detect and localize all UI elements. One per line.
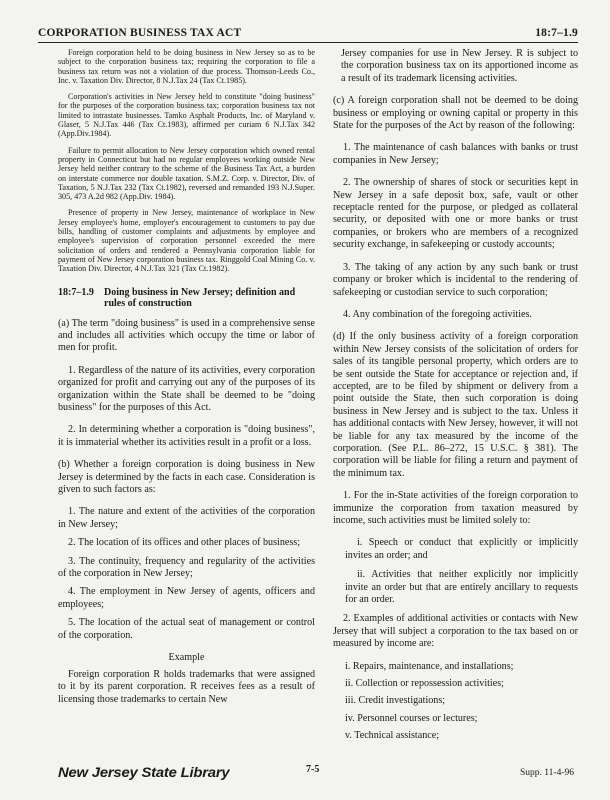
paragraph-b-item: 3. The continuity, frequency and regularity of the activities of the corporation in New Jersey; (58, 555, 315, 580)
paragraph-d2: 2. Examples of additional activities or contacts with New Jersey that will subject a corporation to the tax based on or measured by income are: (333, 613, 578, 650)
paragraph-c-item: 1. The maintenance of cash balances with banks or trust companies in New Jersey; (333, 142, 578, 166)
section-heading (58, 287, 315, 309)
paragraph-b-item: 4. The employment in New Jersey of agents, officers and employees; (58, 586, 315, 610)
supplement-date: Supp. 11-4-96 (519, 768, 574, 778)
paragraph-d1-item: ii. Activities that neither explicitly nor implicitly invite an order but that are entirely ancillary to requests for an order. (345, 569, 578, 606)
paragraph-d2-item: iii. Credit investigations; (345, 695, 446, 707)
right-column (333, 48, 578, 748)
paragraph-d1: 1. For the in-State activities of the foreign corporation to immunize the corporation from taxation measured by income, such activities must be limited solely to: (333, 490, 578, 526)
paragraph-b-item: 5. The location of the actual seat of management or control of the corporation. (58, 617, 315, 641)
left-column (58, 48, 315, 716)
paragraph-a-item: 2. In determining whether a corporation is "doing business", it is immaterial whether its activities result in a profit or a loss. (58, 424, 315, 448)
paragraph-c-item: 3. The taking of any action by any such bank or trust company or broker which is incidental to the rendering of safekeeping or custodian service to such corporation; (333, 261, 578, 298)
case-annotation: Foreign corporation held to be doing business in New Jersey so as to be subject to the corporation business tax; requiring the corporation to file a business tax return was not a violation of due process. Thomson-Leeds Co., Inc. v. Taxation Div. Director, 8 N.J.Tax 24 (Tax Ct.1985). (58, 48, 315, 85)
library-stamp: New Jersey State Library (58, 764, 230, 780)
header-title: CORPORATION BUSINESS TAX ACT (38, 27, 242, 39)
case-annotation: Presence of property in New Jersey, maintenance of workplace in New Jersey employee's home, employer's encouragement to customers to pay due bills, handling of customer complaints and adjustments by employee and employee's supervision of corporation personnel exceeded the mere solicitation of orders and rendered a Pennsylvania corporation liable for payment of New Jersey corporation business tax. Ringgold Coal Mining Co. v. Taxation Div. Director, 4 N.J.Tax 321 (Tax Ct.1982). (58, 208, 315, 274)
case-annotation: Failure to permit allocation to New Jersey corporation which owned rental property in Connecticut but had no regular employees working outside New Jersey held neither contrary to the scheme of the Business Tax Act, a burden on interstate commerce nor double taxation. S.M.Z. Corp. v. Director, Div. of Taxation, 5 N.J.Tax 232 (Tax Ct.1982), reversed and remanded 193 N.J.Super. 305, 473 A.2d 982 (App.Div. 1984). (58, 145, 315, 202)
paragraph-b: (b) Whether a foreign corporation is doing business in New Jersey is determined by the facts in each case. Consideration is given to such factors as: (58, 459, 315, 495)
paragraph-a-item: 1. Regardless of the nature of its activities, every corporation organized for profit and carrying out any of the purposes of its organization within the State shall be deemed to be "doing business" for the purposes of this Act. (58, 364, 315, 413)
example-continued-block (341, 48, 578, 85)
example-continued: Jersey companies for use in New Jersey. R is subject to the corporation business tax on its apportioned income as a result of its trademark licensing activities. (341, 48, 578, 84)
paragraph-d2-item: iv. Personnel courses or lectures; (345, 712, 478, 724)
paragraph-b-item: 1. The nature and extent of the activities of the corporation in New Jersey; (58, 506, 315, 530)
paragraph-d2-item: v. Technical assistance; (345, 730, 440, 742)
paragraph-d1-item: i. Speech or conduct that explicitly or implicitly invites an order; and (345, 537, 578, 561)
paragraph-d2-item: i. Repairs, maintenance, and installations; (345, 660, 514, 672)
page-footer (0, 762, 610, 784)
paragraph-d: (d) If the only business activity of a foreign corporation within New Jersey consists of the solicitation of orders for sales of its tangible personal property, which orders are to be sent outside the State for acceptance or rejection and, if accepted, are to be filed by shipment or delivery from a point outside the State, then such corporation is doing business in New Jersey and is subject to the tax. Unless it has additional contacts with New Jersey, however, it will not be liable for any tax measured by the income of the corporation. (See P.L. 86–272, 15 U.S.C. § 381). The corporation will be liable for filing a return and payment of the minimum tax. (333, 331, 578, 479)
section-number: 18:7–1.9 (58, 286, 94, 298)
page-number: 7-5 (306, 764, 320, 775)
header-section-ref: 18:7–1.9 (535, 27, 578, 39)
running-header (38, 26, 578, 43)
paragraph-d2-item: ii. Collection or repossession activities; (345, 678, 504, 690)
paragraph-c-item: 4. Any combination of the foregoing activities. (343, 308, 532, 320)
paragraph-a: (a) The term "doing business" is used in a comprehensive sense and includes all activities which occupy the time or labor of men for profit. (58, 317, 315, 354)
paragraph-c-item: 2. The ownership of shares of stock or securities kept in New Jersey in a safe deposit box, safe, vault or other receptacle rented for the purpose, or pledged as collateral security, or deposited with one or more banks or trust companies, or brokers who are members of a recognized security exchange, in safekeeping or custody accounts; (333, 177, 578, 251)
case-annotation: Corporation's activities in New Jersey held to constitute "doing business" for the purposes of the corporation business tax; corporation business tax not limited to intrastate businesses. Tamko Asphalt Products, Inc. of Maryland v. Glaser, 5 N.J.Tax 446 (Tax Ct.1983), affirmed per curiam 6 N.J.Tax 342 (App.Div.1984). (58, 92, 315, 139)
section-title: Doing business in New Jersey; definition and rules of construction (104, 286, 296, 309)
example-text: Foreign corporation R holds trademarks that were assigned to it by its parent corporation. R receives fees as a result of licensing those trademarks to certain New (58, 669, 315, 705)
example-title: Example (168, 652, 205, 664)
paragraph-b-item: 2. The location of its offices and other places of business; (68, 537, 301, 549)
paragraph-c: (c) A foreign corporation shall not be deemed to be doing business or employing or owning capital or property in this State for the purposes of the Act by reason of the following: (333, 95, 578, 132)
